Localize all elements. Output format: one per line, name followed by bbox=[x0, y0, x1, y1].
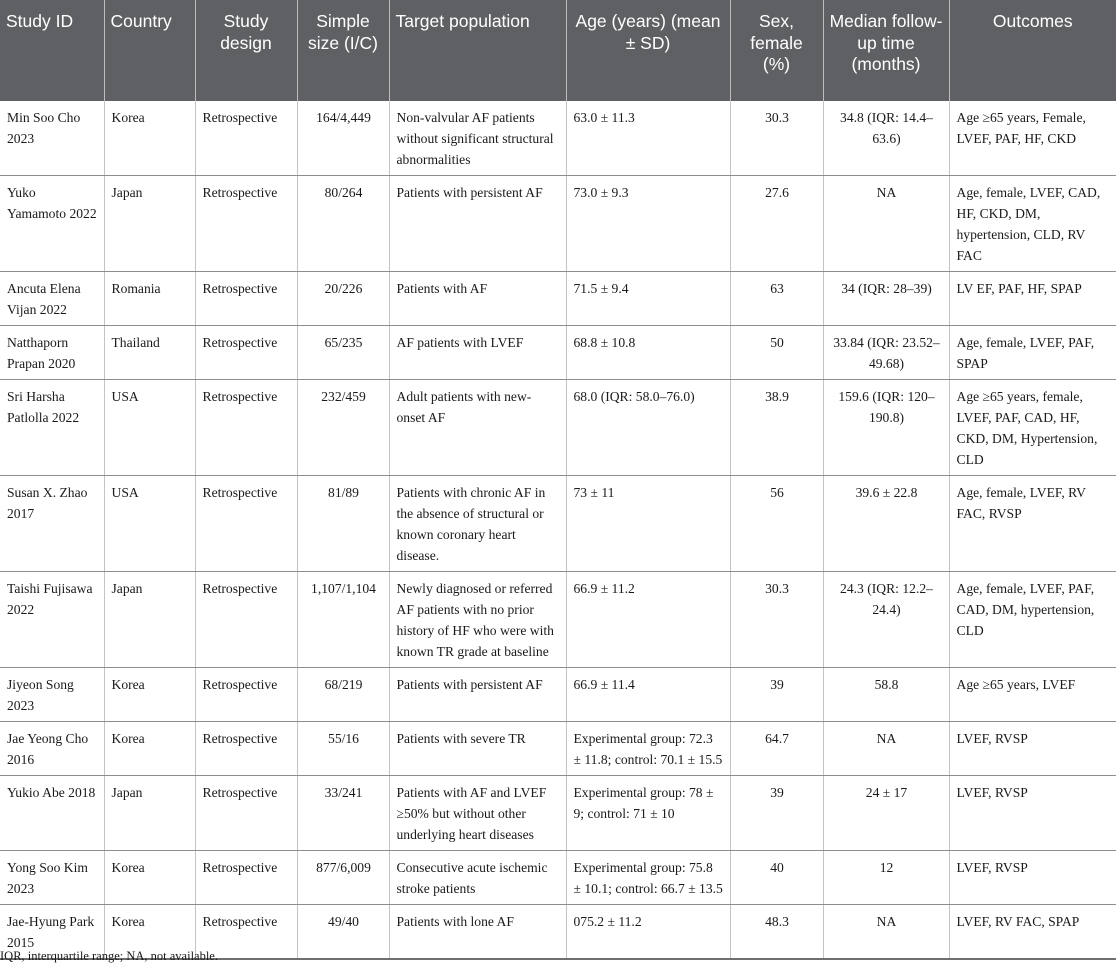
study-design-cell: Retrospective bbox=[195, 326, 297, 380]
outcomes-cell: Age, female, LVEF, PAF, SPAP bbox=[949, 326, 1116, 380]
table-row bbox=[0, 380, 1116, 476]
sex-female-cell: 64.7 bbox=[730, 722, 823, 776]
column-header: Sex, female (%) bbox=[730, 0, 823, 101]
country-cell: Japan bbox=[104, 176, 195, 272]
sample-size-cell: 1,107/1,104 bbox=[297, 572, 389, 668]
study-id-cell: Yukio Abe 2018 bbox=[0, 776, 104, 851]
follow-up-cell: 34.8 (IQR: 14.4–63.6) bbox=[823, 101, 949, 176]
country-cell: Korea bbox=[104, 851, 195, 905]
sample-size-cell: 20/226 bbox=[297, 272, 389, 326]
country-cell: Japan bbox=[104, 776, 195, 851]
table-row bbox=[0, 851, 1116, 905]
study-design-cell: Retrospective bbox=[195, 722, 297, 776]
outcomes-cell: LVEF, RVSP bbox=[949, 722, 1116, 776]
study-design-cell: Retrospective bbox=[195, 776, 297, 851]
age-cell: 68.8 ± 10.8 bbox=[566, 326, 730, 380]
target-population-cell: Newly diagnosed or referred AF patients with no prior history of HF who were with known TR grade at baseline bbox=[389, 572, 566, 668]
sample-size-cell: 80/264 bbox=[297, 176, 389, 272]
target-population-cell: Patients with AF and LVEF ≥50% but without other underlying heart diseases bbox=[389, 776, 566, 851]
outcomes-cell: LVEF, RVSP bbox=[949, 851, 1116, 905]
column-header: Simple size (I/C) bbox=[297, 0, 389, 101]
study-id-cell: Sri Harsha Patlolla 2022 bbox=[0, 380, 104, 476]
column-header: Study design bbox=[195, 0, 297, 101]
sex-female-cell: 39 bbox=[730, 668, 823, 722]
country-cell: Korea bbox=[104, 905, 195, 960]
sample-size-cell: 65/235 bbox=[297, 326, 389, 380]
outcomes-cell: Age ≥65 years, Female, LVEF, PAF, HF, CKD bbox=[949, 101, 1116, 176]
study-id-cell: Min Soo Cho 2023 bbox=[0, 101, 104, 176]
sample-size-cell: 55/16 bbox=[297, 722, 389, 776]
age-cell: 075.2 ± 11.2 bbox=[566, 905, 730, 960]
outcomes-cell: Age, female, LVEF, RV FAC, RVSP bbox=[949, 476, 1116, 572]
sample-size-cell: 68/219 bbox=[297, 668, 389, 722]
target-population-cell: Patients with severe TR bbox=[389, 722, 566, 776]
target-population-cell: Patients with persistent AF bbox=[389, 176, 566, 272]
follow-up-cell: 159.6 (IQR: 120–190.8) bbox=[823, 380, 949, 476]
country-cell: USA bbox=[104, 380, 195, 476]
sex-female-cell: 50 bbox=[730, 326, 823, 380]
age-cell: 66.9 ± 11.4 bbox=[566, 668, 730, 722]
target-population-cell: Patients with persistent AF bbox=[389, 668, 566, 722]
follow-up-cell: 33.84 (IQR: 23.52–49.68) bbox=[823, 326, 949, 380]
study-design-cell: Retrospective bbox=[195, 851, 297, 905]
target-population-cell: Consecutive acute ischemic stroke patients bbox=[389, 851, 566, 905]
column-header: Country bbox=[104, 0, 195, 101]
country-cell: Korea bbox=[104, 722, 195, 776]
follow-up-cell: 39.6 ± 22.8 bbox=[823, 476, 949, 572]
country-cell: Korea bbox=[104, 101, 195, 176]
target-population-cell: Adult patients with new-onset AF bbox=[389, 380, 566, 476]
age-cell: 63.0 ± 11.3 bbox=[566, 101, 730, 176]
table-body bbox=[0, 101, 1116, 959]
outcomes-cell: LV EF, PAF, HF, SPAP bbox=[949, 272, 1116, 326]
age-cell: Experimental group: 75.8 ± 10.1; control: 66.7 ± 13.5 bbox=[566, 851, 730, 905]
study-design-cell: Retrospective bbox=[195, 176, 297, 272]
country-cell: Thailand bbox=[104, 326, 195, 380]
follow-up-cell: NA bbox=[823, 905, 949, 960]
sample-size-cell: 232/459 bbox=[297, 380, 389, 476]
study-id-cell: Jiyeon Song 2023 bbox=[0, 668, 104, 722]
table-row bbox=[0, 272, 1116, 326]
table-row bbox=[0, 722, 1116, 776]
follow-up-cell: 34 (IQR: 28–39) bbox=[823, 272, 949, 326]
follow-up-cell: 24 ± 17 bbox=[823, 776, 949, 851]
table-row bbox=[0, 101, 1116, 176]
study-design-cell: Retrospective bbox=[195, 668, 297, 722]
sex-female-cell: 27.6 bbox=[730, 176, 823, 272]
sex-female-cell: 38.9 bbox=[730, 380, 823, 476]
follow-up-cell: 58.8 bbox=[823, 668, 949, 722]
study-id-cell: Jae Yeong Cho 2016 bbox=[0, 722, 104, 776]
age-cell: 73.0 ± 9.3 bbox=[566, 176, 730, 272]
table-row bbox=[0, 176, 1116, 272]
target-population-cell: Patients with AF bbox=[389, 272, 566, 326]
table-footnote: IQR, interquartile range; NA, not available. bbox=[0, 949, 218, 963]
table-row bbox=[0, 668, 1116, 722]
table-row bbox=[0, 326, 1116, 380]
follow-up-cell: 12 bbox=[823, 851, 949, 905]
target-population-cell: Patients with chronic AF in the absence of structural or known coronary heart disease. bbox=[389, 476, 566, 572]
column-header: Median follow-up time (months) bbox=[823, 0, 949, 101]
study-id-cell: Yong Soo Kim 2023 bbox=[0, 851, 104, 905]
sex-female-cell: 48.3 bbox=[730, 905, 823, 960]
target-population-cell: AF patients with LVEF bbox=[389, 326, 566, 380]
follow-up-cell: 24.3 (IQR: 12.2–24.4) bbox=[823, 572, 949, 668]
study-id-cell: Susan X. Zhao 2017 bbox=[0, 476, 104, 572]
outcomes-cell: Age ≥65 years, female, LVEF, PAF, CAD, HF, CKD, DM, Hypertension, CLD bbox=[949, 380, 1116, 476]
age-cell: Experimental group: 72.3 ± 11.8; control: 70.1 ± 15.5 bbox=[566, 722, 730, 776]
study-design-cell: Retrospective bbox=[195, 272, 297, 326]
outcomes-cell: Age, female, LVEF, PAF, CAD, DM, hypertension, CLD bbox=[949, 572, 1116, 668]
country-cell: Romania bbox=[104, 272, 195, 326]
study-id-cell: Yuko Yamamoto 2022 bbox=[0, 176, 104, 272]
study-design-cell: Retrospective bbox=[195, 572, 297, 668]
header-row bbox=[0, 0, 1116, 101]
age-cell: 68.0 (IQR: 58.0–76.0) bbox=[566, 380, 730, 476]
outcomes-cell: Age, female, LVEF, CAD, HF, CKD, DM, hypertension, CLD, RV FAC bbox=[949, 176, 1116, 272]
follow-up-cell: NA bbox=[823, 722, 949, 776]
column-header: Study ID bbox=[0, 0, 104, 101]
country-cell: USA bbox=[104, 476, 195, 572]
study-design-cell: Retrospective bbox=[195, 476, 297, 572]
column-header: Age (years) (mean ± SD) bbox=[566, 0, 730, 101]
outcomes-cell: LVEF, RV FAC, SPAP bbox=[949, 905, 1116, 960]
study-id-cell: Ancuta Elena Vijan 2022 bbox=[0, 272, 104, 326]
study-design-cell: Retrospective bbox=[195, 380, 297, 476]
age-cell: 66.9 ± 11.2 bbox=[566, 572, 730, 668]
table-header bbox=[0, 0, 1116, 101]
sample-size-cell: 33/241 bbox=[297, 776, 389, 851]
outcomes-cell: LVEF, RVSP bbox=[949, 776, 1116, 851]
age-cell: 73 ± 11 bbox=[566, 476, 730, 572]
study-id-cell: Taishi Fujisawa 2022 bbox=[0, 572, 104, 668]
target-population-cell: Patients with lone AF bbox=[389, 905, 566, 960]
follow-up-cell: NA bbox=[823, 176, 949, 272]
sample-size-cell: 49/40 bbox=[297, 905, 389, 960]
column-header: Outcomes bbox=[949, 0, 1116, 101]
column-header: Target population bbox=[389, 0, 566, 101]
target-population-cell: Non-valvular AF patients without significant structural abnormalities bbox=[389, 101, 566, 176]
outcomes-cell: Age ≥65 years, LVEF bbox=[949, 668, 1116, 722]
sex-female-cell: 30.3 bbox=[730, 572, 823, 668]
age-cell: 71.5 ± 9.4 bbox=[566, 272, 730, 326]
sample-size-cell: 877/6,009 bbox=[297, 851, 389, 905]
sex-female-cell: 39 bbox=[730, 776, 823, 851]
study-design-cell: Retrospective bbox=[195, 905, 297, 960]
study-design-cell: Retrospective bbox=[195, 101, 297, 176]
country-cell: Korea bbox=[104, 668, 195, 722]
table-row bbox=[0, 572, 1116, 668]
sex-female-cell: 56 bbox=[730, 476, 823, 572]
sex-female-cell: 30.3 bbox=[730, 101, 823, 176]
sex-female-cell: 63 bbox=[730, 272, 823, 326]
sample-size-cell: 81/89 bbox=[297, 476, 389, 572]
country-cell: Japan bbox=[104, 572, 195, 668]
table-row bbox=[0, 476, 1116, 572]
table-row bbox=[0, 776, 1116, 851]
study-id-cell: Natthaporn Prapan 2020 bbox=[0, 326, 104, 380]
age-cell: Experimental group: 78 ± 9; control: 71 ± 10 bbox=[566, 776, 730, 851]
sample-size-cell: 164/4,449 bbox=[297, 101, 389, 176]
sex-female-cell: 40 bbox=[730, 851, 823, 905]
study-id-cell: Jae-Hyung Park 2015 bbox=[0, 905, 104, 960]
